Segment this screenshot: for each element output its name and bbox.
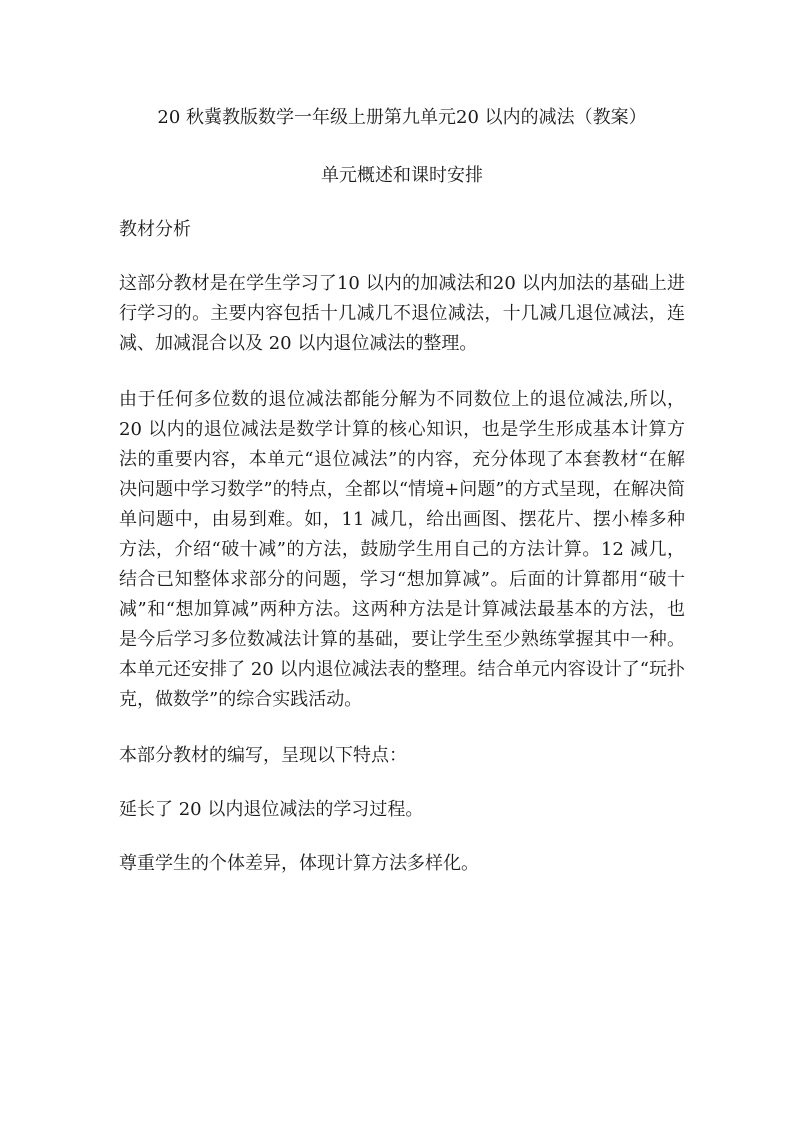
text-line-feature-2: 尊重学生的个体差异，体现计算方法多样化。 xyxy=(119,853,479,874)
text-line-feature-1: 延长了 20 以内退位减法的学习过程。 xyxy=(119,799,424,820)
section-heading: 教材分析 xyxy=(119,219,191,240)
text-line-features: 本部分教材的编写，呈现以下特点： xyxy=(119,745,407,766)
document-title: 20 秋冀教版数学一年级上册第九单元20 以内的减法（教案） xyxy=(157,107,647,128)
document-body xyxy=(119,103,685,903)
document-subtitle: 单元概述和课时安排 xyxy=(321,165,483,186)
paragraph-intro: 这部分教材是在学生学习了10 以内的加减法和20 以内加法的基础上进行学习的。主要内容包括十几减几不退位减法，十几减几退位减法，连减、加减混合以及 20 以内退位减法的整理。 xyxy=(119,273,685,354)
paragraph-analysis: 由于任何多位数的退位减法都能分解为不同数位上的退位减法,所以，20 以内的退位减法是数学计算的核心知识，也是学生形成基本计算方法的重要内容，本单元“退位减法”的内容，充分体现了本套教材“在解决问题中学习数学”的特点，全都以“情境+问题”的方式呈现，在解决简单问题中，由易到难。如，11 减几，给出画图、摆花片、摆小棒多种方法，介绍“破十减”的方法，鼓励学生用自己的方法计算。12 减几，结合已知整体求部分的问题，学习“想加算减”。后面的计算都用“破十减”和“想加算减”两种方法。这两种方法是计算减法最基本的方法，也是今后学习多位数减法计算的基础，要让学生至少熟练掌握其中一种。本单元还安排了 20 以内退位减法表的整理。结合单元内容设计了“玩扑克，做数学”的综合实践活动。 xyxy=(119,389,685,710)
